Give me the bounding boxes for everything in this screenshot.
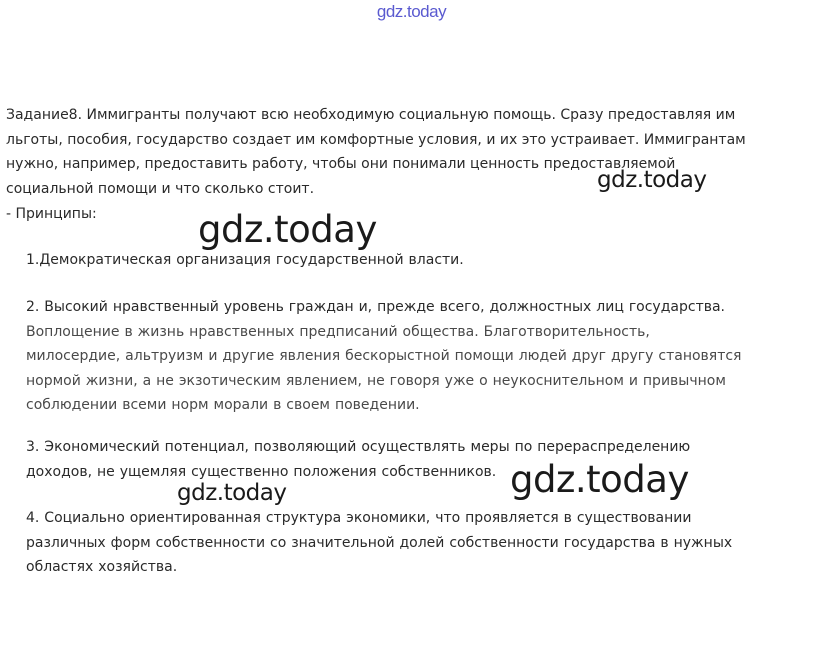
- watermark: gdz.today: [597, 167, 707, 193]
- task-line: Задание8. Иммигранты получают всю необходимую социальную помощь. Сразу предоставляя им: [6, 107, 736, 123]
- watermark: gdz.today: [177, 480, 287, 506]
- principle-item-2: [26, 295, 816, 418]
- site-logo-text[interactable]: gdz.today: [376, 2, 447, 21]
- principle-line: 4. Социально ориентированная структура экономики, что проявляется в существовании: [26, 510, 692, 526]
- principle-line: 1.Демократическая организация государственной власти.: [26, 252, 464, 268]
- principle-line: 2. Высокий нравственный уровень граждан и, прежде всего, должностных лиц государства.: [26, 299, 725, 315]
- principle-line: областях хозяйства.: [26, 559, 178, 575]
- principle-line: нормой жизни, а не экзотическим явлением, не говоря уже о неукоснительном и привычном: [26, 372, 726, 389]
- task-line: льготы, пособия, государство создает им комфортные условия, и их это устраивает. Иммигрантам: [6, 131, 746, 148]
- task-line: социальной помощи и что сколько стоит.: [6, 180, 315, 197]
- principle-line: милосердие, альтруизм и другие явления бескорыстной помощи людей друг другу становятся: [26, 348, 742, 364]
- principle-line: различных форм собственности со значительной долей собственности государства в нужных: [26, 534, 733, 551]
- principle-item-1: [26, 248, 816, 273]
- principle-line: Воплощение в жизнь нравственных предписаний общества. Благотворительность,: [26, 323, 650, 340]
- principle-line: доходов, не ущемляя существенно положения собственников.: [26, 463, 497, 480]
- principle-line: 3. Экономический потенциал, позволяющий осуществлять меры по перераспределению: [26, 439, 691, 455]
- watermark: gdz.today: [198, 208, 377, 251]
- principles-heading: - Принципы:: [6, 206, 97, 222]
- principle-item-3: [26, 435, 816, 484]
- watermark: gdz.today: [510, 458, 689, 501]
- principle-line: соблюдении всеми норм морали в своем поведении.: [26, 397, 420, 413]
- task-line: нужно, например, предоставить работу, чтобы они понимали ценность предоставляемой: [6, 156, 676, 172]
- principle-item-4: [26, 506, 816, 580]
